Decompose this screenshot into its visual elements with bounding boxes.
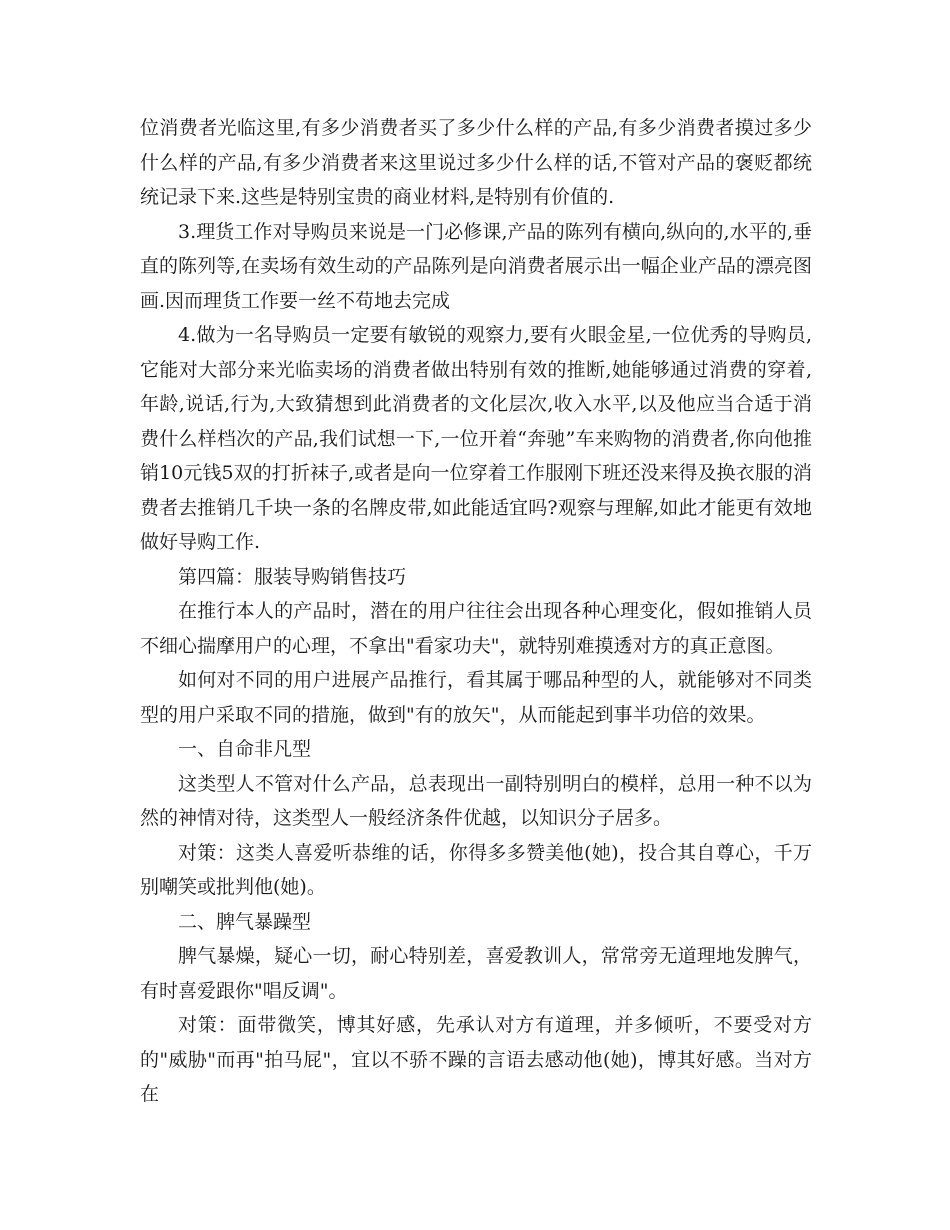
section-heading-4: 第四篇：服装导购销售技巧 bbox=[178, 565, 407, 588]
subheading-type-2: 二、脾气暴躁型 bbox=[178, 910, 312, 933]
paragraph-12: 对策：面带微笑，博其好感，先承认对方有道理，并多倾听，不要受对方的"威胁"而再"拍马屁"，宜以不骄不躁的言语去感动他(她)，博其好感。当对方在 bbox=[140, 1014, 812, 1105]
subheading-type-1: 一、自命非凡型 bbox=[178, 738, 312, 760]
document-body bbox=[140, 111, 812, 1112]
paragraph-1: 位消费者光临这里,有多少消费者买了多少什么样的产品,有多少消费者摸过多少什么样的产品,有多少消费者来这里说过多少什么样的话,不管对产品的褒贬都统统记录下来.这些是特别宝贵的商业材料,是特别有价值的. bbox=[140, 117, 812, 208]
paragraph-8: 这类型人不管对什么产品，总表现出一副特别明白的模样，总用一种不以为然的神情对待，这类型人一般经济条件优越，以知识分子居多。 bbox=[140, 772, 812, 829]
paragraph-2: 3.理货工作对导购员来说是一门必修课,产品的陈列有横向,纵向的,水平的,垂直的陈列等,在卖场有效生动的产品陈列是向消费者展示出一幅企业产品的漂亮图画.因而理货工作要一丝不苟地去完成 bbox=[140, 220, 812, 312]
paragraph-11: 脾气暴燥，疑心一切，耐心特别差，喜爱教训人，常常旁无道理地发脾气，有时喜爱跟你"唱反调"。 bbox=[140, 945, 812, 1002]
paragraph-3: 4.做为一名导购员一定要有敏锐的观察力,要有火眼金星,一位优秀的导购员,它能对大部分来光临卖场的消费者做出特别有效的推断,她能够通过消费的穿着,年龄,说话,行为,大致猜想到此消费者的文化层次,收入水平,以及他应当合适于消费什么样档次的产品,我们试想一下,一位开着“奔驰”车来购物的消费者,你向他推销10元钱5双的打折袜子,或者是向一位穿着工作服刚下班还没来得及换衣服的消费者去推销几千块一条的名牌皮带,如此能适宜吗?观察与理解,如此才能更有效地做好导购工作. bbox=[140, 324, 812, 553]
paragraph-6: 如何对不同的用户进展产品推行，看其属于哪品种型的人，就能够对不同类型的用户采取不同的措施，做到"有的放矢"，从而能起到事半功倍的效果。 bbox=[140, 669, 812, 726]
paragraph-5: 在推行本人的产品时，潜在的用户往往会出现各种心理变化，假如推销人员不细心揣摩用户的心理，不拿出"看家功夫"，就特别难摸透对方的真正意图。 bbox=[140, 600, 812, 657]
paragraph-9: 对策：这类人喜爱听恭维的话，你得多多赞美他(她)，投合其自尊心，千万别嘲笑或批判他(她)。 bbox=[140, 841, 812, 898]
